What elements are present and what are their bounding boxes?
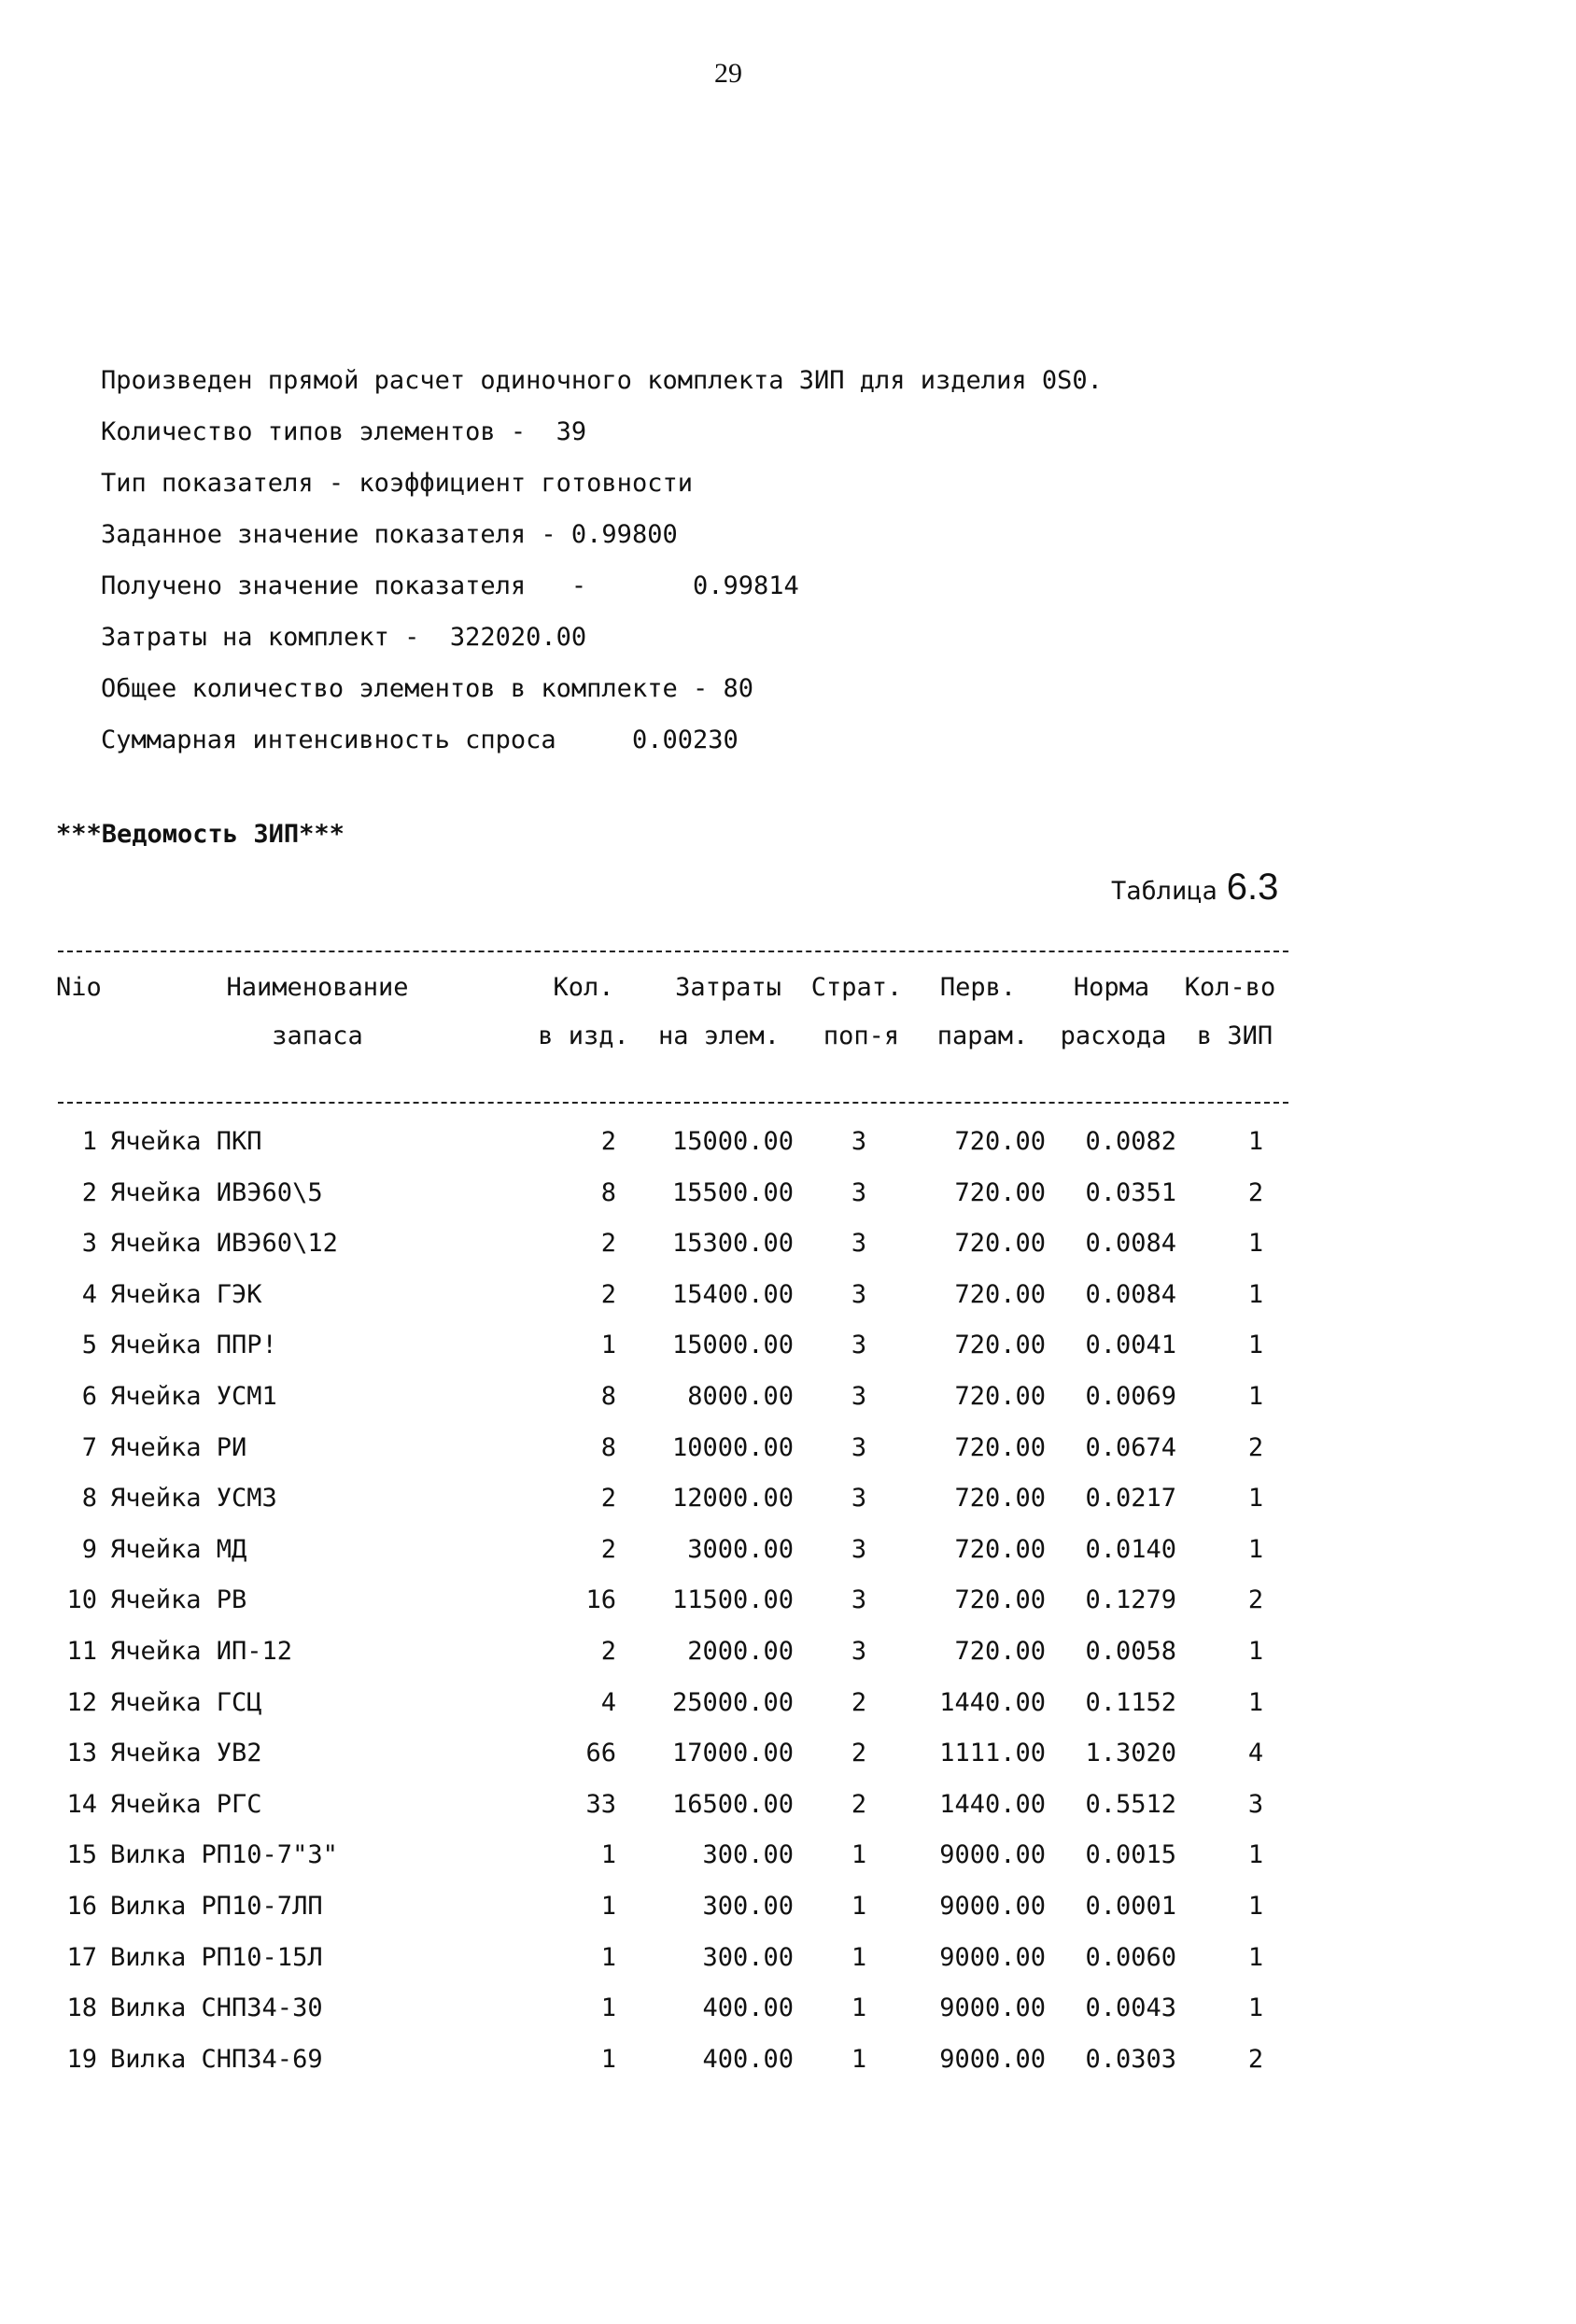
quantity-cell: 2 xyxy=(600,1280,616,1309)
quantity-cell: 16 xyxy=(585,1585,616,1614)
cost-cell: 15000.00 xyxy=(671,1127,794,1156)
strategy-cell: 1 xyxy=(851,1993,867,2022)
cost-cell: 16500.00 xyxy=(671,1790,794,1819)
summary-line: Получено значение показателя - 0.99814 xyxy=(101,571,799,600)
row-number-cell: 11 xyxy=(66,1637,97,1666)
row-number-cell: 3 xyxy=(81,1229,97,1258)
strategy-cell: 3 xyxy=(851,1637,867,1666)
item-name-cell: Ячейка РИ xyxy=(110,1433,247,1462)
row-number-cell: 7 xyxy=(81,1433,97,1462)
norm-cell: 0.0674 xyxy=(1085,1433,1176,1462)
parameter-cell: 9000.00 xyxy=(939,1943,1046,1972)
parameter-cell: 720.00 xyxy=(954,1433,1046,1462)
strategy-cell: 2 xyxy=(851,1739,867,1768)
strategy-cell: 1 xyxy=(851,1892,867,1921)
cost-cell: 15300.00 xyxy=(671,1229,794,1258)
norm-cell: 0.0082 xyxy=(1085,1127,1176,1156)
quantity-cell: 1 xyxy=(600,1840,616,1869)
norm-cell: 0.1279 xyxy=(1085,1585,1176,1614)
zip-count-cell: 1 xyxy=(1247,1688,1264,1717)
table-header-rule xyxy=(58,1102,1288,1104)
strategy-cell: 3 xyxy=(851,1535,867,1564)
table-caption-number: 6.3 xyxy=(1226,866,1279,908)
cost-cell: 10000.00 xyxy=(671,1433,794,1462)
header-param-line1: Перв. xyxy=(939,973,1017,1002)
strategy-cell: 3 xyxy=(851,1433,867,1462)
parameter-cell: 720.00 xyxy=(954,1178,1046,1207)
summary-line: Общее количество элементов в комплекте - 80 xyxy=(101,674,753,703)
norm-cell: 0.0217 xyxy=(1085,1484,1176,1513)
summary-line: Произведен прямой расчет одиночного комплекта ЗИП для изделия 0S0. xyxy=(101,366,1103,395)
strategy-cell: 3 xyxy=(851,1280,867,1309)
statement-title: ***Ведомость ЗИП*** xyxy=(56,820,345,849)
row-number-cell: 4 xyxy=(81,1280,97,1309)
parameter-cell: 1440.00 xyxy=(939,1688,1046,1717)
quantity-cell: 1 xyxy=(600,1993,616,2022)
cost-cell: 11500.00 xyxy=(671,1585,794,1614)
strategy-cell: 3 xyxy=(851,1229,867,1258)
cost-cell: 2000.00 xyxy=(687,1637,794,1666)
norm-cell: 0.0043 xyxy=(1085,1993,1176,2022)
norm-cell: 0.0058 xyxy=(1085,1637,1176,1666)
quantity-cell: 2 xyxy=(600,1484,616,1513)
summary-line: Суммарная интенсивность спроса 0.00230 xyxy=(101,725,739,754)
quantity-cell: 8 xyxy=(600,1178,616,1207)
header-count-line1: Кол-во xyxy=(1184,973,1276,1002)
parameter-cell: 720.00 xyxy=(954,1331,1046,1359)
header-count-line2: в ЗИП xyxy=(1196,1021,1273,1050)
cost-cell: 8000.00 xyxy=(687,1382,794,1411)
norm-cell: 0.5512 xyxy=(1085,1790,1176,1819)
row-number-cell: 6 xyxy=(81,1382,97,1411)
item-name-cell: Ячейка УСМ1 xyxy=(110,1382,277,1411)
strategy-cell: 3 xyxy=(851,1585,867,1614)
table-caption xyxy=(1111,866,1278,908)
header-cost-line1: Затраты xyxy=(675,973,781,1002)
zip-count-cell: 1 xyxy=(1247,1943,1264,1972)
parameter-cell: 720.00 xyxy=(954,1382,1046,1411)
item-name-cell: Ячейка ИП-12 xyxy=(110,1637,293,1666)
zip-count-cell: 2 xyxy=(1247,1585,1264,1614)
parameter-cell: 720.00 xyxy=(954,1127,1046,1156)
cost-cell: 300.00 xyxy=(702,1943,794,1972)
quantity-cell: 4 xyxy=(600,1688,616,1717)
zip-count-cell: 2 xyxy=(1247,2045,1264,2074)
zip-count-cell: 1 xyxy=(1247,1382,1264,1411)
header-no: Nio xyxy=(56,973,102,1002)
item-name-cell: Вилка РП10-7ЛП xyxy=(110,1892,323,1921)
norm-cell: 0.0069 xyxy=(1085,1382,1176,1411)
strategy-cell: 1 xyxy=(851,1943,867,1972)
norm-cell: 0.0060 xyxy=(1085,1943,1176,1972)
item-name-cell: Ячейка ППР! xyxy=(110,1331,277,1359)
cost-cell: 15000.00 xyxy=(671,1331,794,1359)
zip-count-cell: 1 xyxy=(1247,1127,1264,1156)
item-name-cell: Ячейка РГС xyxy=(110,1790,262,1819)
item-name-cell: Ячейка ИВЭ60\12 xyxy=(110,1229,338,1258)
zip-count-cell: 1 xyxy=(1247,1637,1264,1666)
parameter-cell: 9000.00 xyxy=(939,1840,1046,1869)
item-name-cell: Ячейка ГСЦ xyxy=(110,1688,262,1717)
cost-cell: 15400.00 xyxy=(671,1280,794,1309)
parameter-cell: 720.00 xyxy=(954,1229,1046,1258)
header-strat-line1: Страт. xyxy=(810,973,903,1002)
row-number-cell: 9 xyxy=(81,1535,97,1564)
quantity-cell: 33 xyxy=(585,1790,616,1819)
cost-cell: 300.00 xyxy=(702,1892,794,1921)
zip-count-cell: 1 xyxy=(1247,1229,1264,1258)
zip-count-cell: 2 xyxy=(1247,1178,1264,1207)
parameter-cell: 1440.00 xyxy=(939,1790,1046,1819)
header-name-line1: Наименование xyxy=(226,973,409,1002)
row-number-cell: 13 xyxy=(66,1739,97,1768)
item-name-cell: Ячейка ИВЭ60\5 xyxy=(110,1178,323,1207)
cost-cell: 15500.00 xyxy=(671,1178,794,1207)
cost-cell: 400.00 xyxy=(702,1993,794,2022)
norm-cell: 0.0041 xyxy=(1085,1331,1176,1359)
zip-count-cell: 1 xyxy=(1247,1892,1264,1921)
header-strat-line2: поп-я xyxy=(823,1021,900,1050)
summary-line: Количество типов элементов - 39 xyxy=(101,417,587,446)
header-param-line2: парам. xyxy=(936,1021,1029,1050)
row-number-cell: 8 xyxy=(81,1484,97,1513)
zip-count-cell: 1 xyxy=(1247,1331,1264,1359)
cost-cell: 17000.00 xyxy=(671,1739,794,1768)
parameter-cell: 9000.00 xyxy=(939,1993,1046,2022)
cost-cell: 3000.00 xyxy=(687,1535,794,1564)
parameter-cell: 720.00 xyxy=(954,1280,1046,1309)
summary-line: Тип показателя - коэффициент готовности xyxy=(101,469,693,498)
item-name-cell: Вилка СНП34-69 xyxy=(110,2045,323,2074)
header-qty-line2: в изд. xyxy=(538,1021,629,1050)
quantity-cell: 8 xyxy=(600,1382,616,1411)
row-number-cell: 2 xyxy=(81,1178,97,1207)
quantity-cell: 1 xyxy=(600,1331,616,1359)
quantity-cell: 2 xyxy=(600,1229,616,1258)
zip-count-cell: 1 xyxy=(1247,1993,1264,2022)
item-name-cell: Ячейка МД xyxy=(110,1535,247,1564)
row-number-cell: 1 xyxy=(81,1127,97,1156)
quantity-cell: 1 xyxy=(600,2045,616,2074)
zip-count-cell: 1 xyxy=(1247,1840,1264,1869)
cost-cell: 25000.00 xyxy=(671,1688,794,1717)
quantity-cell: 2 xyxy=(600,1127,616,1156)
zip-count-cell: 1 xyxy=(1247,1484,1264,1513)
header-qty-line1: Кол. xyxy=(553,973,614,1002)
table-caption-label: Таблица xyxy=(1111,877,1217,906)
row-number-cell: 10 xyxy=(66,1585,97,1614)
item-name-cell: Ячейка УВ2 xyxy=(110,1739,262,1768)
strategy-cell: 3 xyxy=(851,1127,867,1156)
norm-cell: 0.0084 xyxy=(1085,1229,1176,1258)
row-number-cell: 17 xyxy=(66,1943,97,1972)
cost-cell: 12000.00 xyxy=(671,1484,794,1513)
quantity-cell: 1 xyxy=(600,1892,616,1921)
item-name-cell: Вилка РП10-15Л xyxy=(110,1943,323,1972)
cost-cell: 400.00 xyxy=(702,2045,794,2074)
norm-cell: 0.0303 xyxy=(1085,2045,1176,2074)
zip-count-cell: 1 xyxy=(1247,1535,1264,1564)
row-number-cell: 16 xyxy=(66,1892,97,1921)
cost-cell: 300.00 xyxy=(702,1840,794,1869)
summary-line: Затраты на комплект - 322020.00 xyxy=(101,623,587,652)
norm-cell: 0.0351 xyxy=(1085,1178,1176,1207)
zip-count-cell: 3 xyxy=(1247,1790,1264,1819)
norm-cell: 0.1152 xyxy=(1085,1688,1176,1717)
parameter-cell: 720.00 xyxy=(954,1484,1046,1513)
strategy-cell: 2 xyxy=(851,1688,867,1717)
parameter-cell: 720.00 xyxy=(954,1585,1046,1614)
header-norm-line2: расхода xyxy=(1060,1021,1167,1050)
item-name-cell: Ячейка РВ xyxy=(110,1585,247,1614)
norm-cell: 1.3020 xyxy=(1085,1739,1176,1768)
parameter-cell: 9000.00 xyxy=(939,2045,1046,2074)
quantity-cell: 66 xyxy=(585,1739,616,1768)
quantity-cell: 2 xyxy=(600,1637,616,1666)
strategy-cell: 3 xyxy=(851,1178,867,1207)
calculation-summary xyxy=(101,362,1103,773)
header-cost-line2: на элем. xyxy=(657,1021,781,1050)
summary-line: Заданное значение показателя - 0.99800 xyxy=(101,520,678,549)
parameter-cell: 720.00 xyxy=(954,1535,1046,1564)
row-number-cell: 5 xyxy=(81,1331,97,1359)
header-name-line2: запаса xyxy=(272,1021,363,1050)
item-name-cell: Ячейка ПКП xyxy=(110,1127,262,1156)
strategy-cell: 3 xyxy=(851,1331,867,1359)
quantity-cell: 1 xyxy=(600,1943,616,1972)
zip-count-cell: 4 xyxy=(1247,1739,1264,1768)
row-number-cell: 18 xyxy=(66,1993,97,2022)
item-name-cell: Вилка РП10-7"З" xyxy=(110,1840,338,1869)
strategy-cell: 1 xyxy=(851,2045,867,2074)
parameter-cell: 1111.00 xyxy=(939,1739,1046,1768)
parameter-cell: 720.00 xyxy=(954,1637,1046,1666)
norm-cell: 0.0140 xyxy=(1085,1535,1176,1564)
page-number: 29 xyxy=(714,58,742,89)
row-number-cell: 14 xyxy=(66,1790,97,1819)
norm-cell: 0.0015 xyxy=(1085,1840,1176,1869)
strategy-cell: 2 xyxy=(851,1790,867,1819)
zip-count-cell: 2 xyxy=(1247,1433,1264,1462)
strategy-cell: 1 xyxy=(851,1840,867,1869)
row-number-cell: 15 xyxy=(66,1840,97,1869)
item-name-cell: Ячейка УСМ3 xyxy=(110,1484,277,1513)
strategy-cell: 3 xyxy=(851,1484,867,1513)
item-name-cell: Ячейка ГЭК xyxy=(110,1280,262,1309)
table-top-rule xyxy=(58,951,1288,952)
zip-count-cell: 1 xyxy=(1247,1280,1264,1309)
quantity-cell: 2 xyxy=(600,1535,616,1564)
quantity-cell: 8 xyxy=(600,1433,616,1462)
norm-cell: 0.0001 xyxy=(1085,1892,1176,1921)
row-number-cell: 19 xyxy=(66,2045,97,2074)
header-norm-line1: Норма xyxy=(1073,973,1150,1002)
row-number-cell: 12 xyxy=(66,1688,97,1717)
strategy-cell: 3 xyxy=(851,1382,867,1411)
item-name-cell: Вилка СНП34-30 xyxy=(110,1993,323,2022)
parameter-cell: 9000.00 xyxy=(939,1892,1046,1921)
norm-cell: 0.0084 xyxy=(1085,1280,1176,1309)
